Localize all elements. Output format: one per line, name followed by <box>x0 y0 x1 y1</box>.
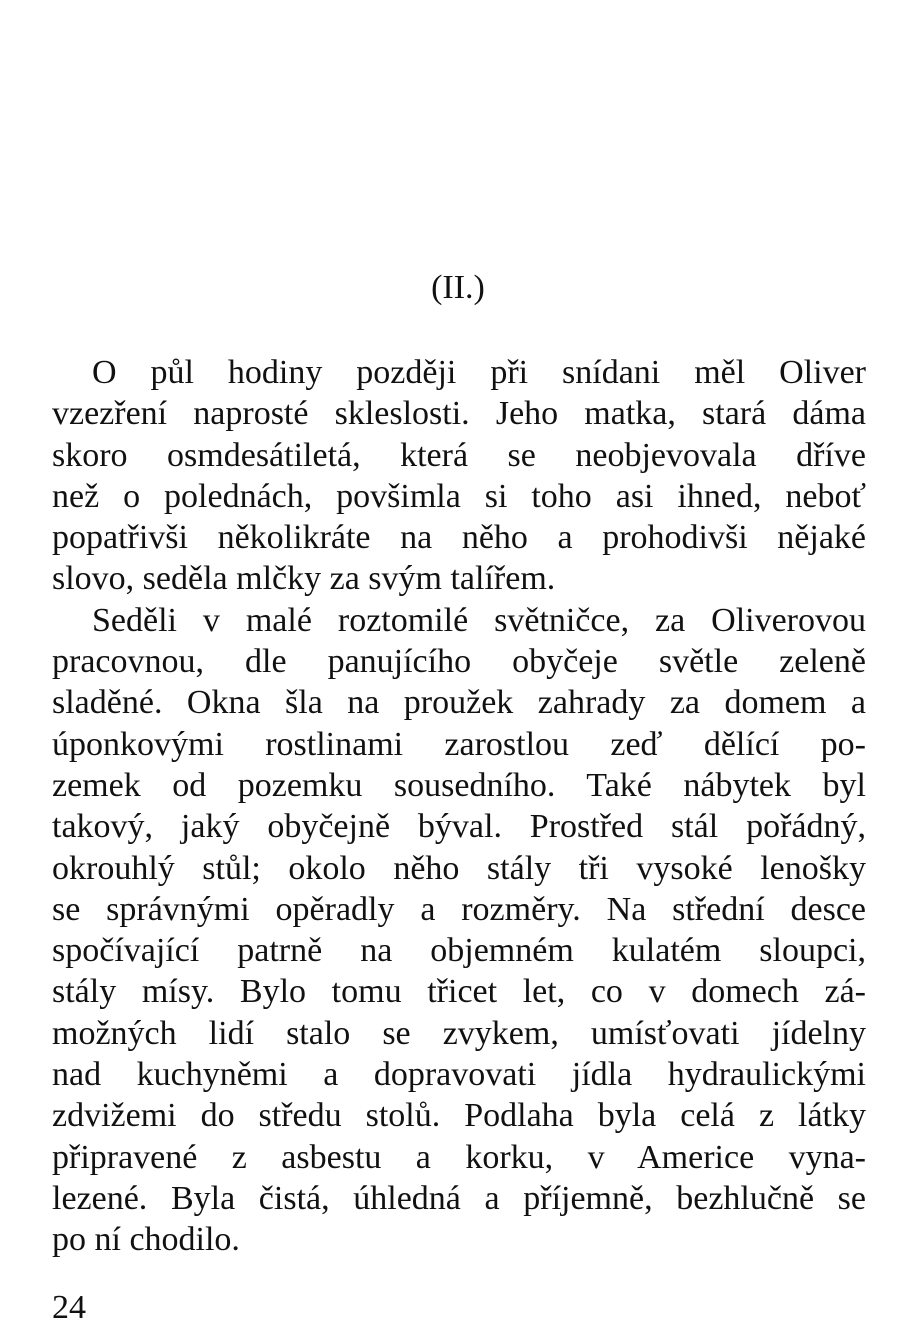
text-line: zemek od pozemku sousedního. Také nábytek byl <box>52 766 866 804</box>
text-line: se správnými opěradly a rozměry. Na střední desce <box>52 890 866 928</box>
text-line: popatřivši několikráte na něho a prohodivši nějaké <box>52 519 866 557</box>
text-line: lezené. Byla čistá, úhledná a příjemně, bezhlučně se <box>52 1179 866 1217</box>
text-line: po ní chodilo. <box>52 1221 240 1259</box>
text-line: zdvižemi do středu stolů. Podlaha byla celá z látky <box>52 1097 866 1135</box>
body-text <box>52 352 866 1261</box>
text-line: O půl hodiny později při snídani měl Oliver <box>92 354 866 391</box>
chapter-heading: (II.) <box>431 269 485 306</box>
page-number: 24 <box>52 1289 86 1326</box>
text-line: spočívající patrně na objemném kulatém sloupci, <box>52 932 866 970</box>
paragraph-2 <box>52 600 866 1261</box>
text-line: sladěné. Okna šla na proužek zahrady za domem a <box>52 684 866 722</box>
text-line: Seděli v malé roztomilé světničce, za Oliverovou <box>92 601 866 639</box>
text-line: okrouhlý stůl; okolo něho stály tři vysoké lenošky <box>52 849 866 887</box>
text-line: stály mísy. Bylo tomu třicet let, co v domech zá- <box>52 973 866 1011</box>
text-line: možných lidí stalo se zvykem, umísťovati jídelny <box>52 1014 866 1052</box>
text-line: než o polednách, povšimla si toho asi ihned, neboť <box>52 477 866 515</box>
text-line: pracovnou, dle panujícího obyčeje světle zeleně <box>52 643 866 681</box>
text-line: vzezření naprosté skleslosti. Jeho matka, stará dáma <box>52 395 866 433</box>
paragraph-1 <box>52 352 866 600</box>
text-line: úponkovými rostlinami zarostlou zeď dělící po- <box>52 725 866 763</box>
text-line: připravené z asbestu a korku, v Americe vyna- <box>52 1138 866 1176</box>
text-line: slovo, seděla mlčky za svým talířem. <box>52 560 556 598</box>
text-line: nad kuchyněmi a dopravovati jídla hydraulickými <box>52 1056 866 1094</box>
text-line: skoro osmdesátiletá, která se neobjevovala dříve <box>52 436 866 474</box>
text-line: takový, jaký obyčejně býval. Prostřed stál pořádný, <box>52 808 866 846</box>
